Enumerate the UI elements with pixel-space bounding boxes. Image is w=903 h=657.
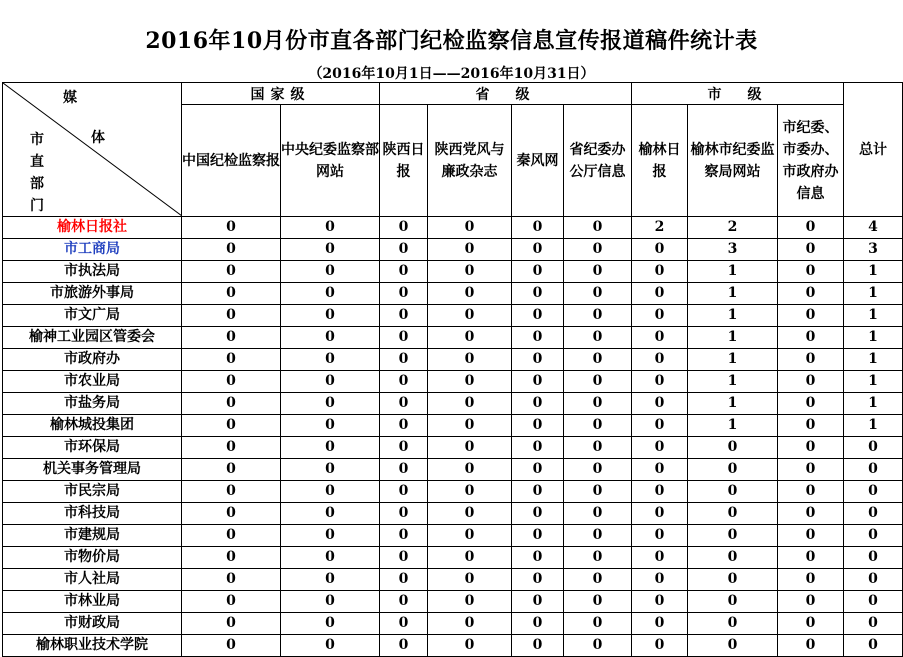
count-cell: 0 — [512, 503, 564, 525]
total-cell: 0 — [844, 481, 903, 503]
column-header: 陕西日报 — [380, 105, 428, 217]
count-cell: 0 — [564, 283, 632, 305]
department-name: 榆神工业园区管委会 — [3, 327, 182, 349]
table-row — [3, 305, 903, 327]
count-cell: 0 — [688, 547, 778, 569]
count-cell: 0 — [564, 371, 632, 393]
count-cell: 0 — [281, 459, 380, 481]
count-cell: 0 — [632, 503, 688, 525]
count-cell: 0 — [512, 525, 564, 547]
group-city: 市 级 — [632, 83, 844, 105]
department-name: 市物价局 — [3, 547, 182, 569]
table-row — [3, 613, 903, 635]
count-cell: 0 — [632, 305, 688, 327]
count-cell: 0 — [281, 591, 380, 613]
count-cell: 0 — [380, 569, 428, 591]
count-cell: 0 — [281, 613, 380, 635]
count-cell: 0 — [778, 415, 844, 437]
count-cell: 0 — [182, 393, 281, 415]
count-cell: 0 — [512, 349, 564, 371]
total-cell: 1 — [844, 327, 903, 349]
count-cell: 0 — [380, 327, 428, 349]
total-cell: 1 — [844, 349, 903, 371]
count-cell: 0 — [281, 569, 380, 591]
table-row — [3, 635, 903, 657]
count-cell: 0 — [632, 613, 688, 635]
count-cell: 0 — [512, 547, 564, 569]
count-cell: 0 — [428, 437, 512, 459]
count-cell: 0 — [380, 591, 428, 613]
corner-header-cell — [3, 83, 182, 217]
count-cell: 0 — [778, 635, 844, 657]
count-cell: 0 — [688, 525, 778, 547]
count-cell: 0 — [632, 437, 688, 459]
count-cell: 0 — [380, 547, 428, 569]
count-cell: 0 — [428, 327, 512, 349]
count-cell: 0 — [512, 371, 564, 393]
count-cell: 0 — [688, 437, 778, 459]
count-cell: 0 — [512, 327, 564, 349]
count-cell: 0 — [182, 327, 281, 349]
count-cell: 2 — [632, 217, 688, 239]
column-header: 秦风网 — [512, 105, 564, 217]
count-cell: 0 — [182, 349, 281, 371]
count-cell: 0 — [182, 437, 281, 459]
count-cell: 0 — [380, 305, 428, 327]
total-cell: 1 — [844, 261, 903, 283]
count-cell: 0 — [632, 547, 688, 569]
column-header: 省纪委办公厅信息 — [564, 105, 632, 217]
count-cell: 0 — [564, 525, 632, 547]
count-cell: 0 — [281, 327, 380, 349]
count-cell: 0 — [632, 459, 688, 481]
count-cell: 0 — [564, 547, 632, 569]
department-name: 市执法局 — [3, 261, 182, 283]
count-cell: 0 — [281, 525, 380, 547]
count-cell: 0 — [380, 635, 428, 657]
count-cell: 0 — [778, 459, 844, 481]
corner-body-label: 体 — [91, 130, 105, 146]
group-provincial: 省 级 — [380, 83, 632, 105]
count-cell: 1 — [688, 349, 778, 371]
count-cell: 0 — [182, 305, 281, 327]
table-row — [3, 393, 903, 415]
table-row — [3, 569, 903, 591]
count-cell: 0 — [182, 261, 281, 283]
count-cell: 0 — [281, 503, 380, 525]
count-cell: 0 — [632, 371, 688, 393]
document-title: 2016年10月份市直各部门纪检监察信息宣传报道稿件统计表 — [145, 28, 758, 54]
count-cell: 0 — [512, 591, 564, 613]
department-name: 市科技局 — [3, 503, 182, 525]
count-cell: 0 — [778, 371, 844, 393]
count-cell: 3 — [688, 239, 778, 261]
count-cell: 0 — [182, 547, 281, 569]
count-cell: 1 — [688, 327, 778, 349]
count-cell: 0 — [428, 481, 512, 503]
total-cell: 4 — [844, 217, 903, 239]
table-row — [3, 239, 903, 261]
table-row — [3, 547, 903, 569]
count-cell: 0 — [512, 481, 564, 503]
count-cell: 0 — [632, 569, 688, 591]
count-cell: 0 — [632, 349, 688, 371]
count-cell: 0 — [281, 635, 380, 657]
count-cell: 0 — [380, 437, 428, 459]
count-cell: 0 — [428, 459, 512, 481]
count-cell: 0 — [428, 349, 512, 371]
count-cell: 0 — [281, 349, 380, 371]
department-name: 市盐务局 — [3, 393, 182, 415]
column-total-header: 总计 — [844, 83, 903, 217]
count-cell: 0 — [428, 503, 512, 525]
count-cell: 0 — [688, 613, 778, 635]
department-name: 市林业局 — [3, 591, 182, 613]
count-cell: 0 — [564, 569, 632, 591]
count-cell: 0 — [632, 239, 688, 261]
count-cell: 0 — [778, 349, 844, 371]
count-cell: 0 — [778, 569, 844, 591]
department-name: 市民宗局 — [3, 481, 182, 503]
count-cell: 0 — [512, 613, 564, 635]
count-cell: 2 — [688, 217, 778, 239]
count-cell: 0 — [380, 239, 428, 261]
count-cell: 0 — [428, 415, 512, 437]
department-name: 市建规局 — [3, 525, 182, 547]
count-cell: 0 — [778, 547, 844, 569]
count-cell: 0 — [281, 261, 380, 283]
table-row — [3, 503, 903, 525]
count-cell: 0 — [564, 327, 632, 349]
count-cell: 0 — [428, 239, 512, 261]
count-cell: 0 — [512, 635, 564, 657]
count-cell: 0 — [380, 503, 428, 525]
total-cell: 1 — [844, 393, 903, 415]
count-cell: 0 — [688, 481, 778, 503]
count-cell: 0 — [281, 217, 380, 239]
table-row — [3, 415, 903, 437]
count-cell: 0 — [182, 283, 281, 305]
count-cell: 0 — [778, 327, 844, 349]
count-cell: 0 — [380, 415, 428, 437]
count-cell: 0 — [182, 635, 281, 657]
department-name: 榆林职业技术学院 — [3, 635, 182, 657]
count-cell: 0 — [182, 525, 281, 547]
count-cell: 0 — [428, 547, 512, 569]
count-cell: 0 — [428, 591, 512, 613]
count-cell: 0 — [688, 635, 778, 657]
table-row — [3, 283, 903, 305]
count-cell: 0 — [182, 569, 281, 591]
count-cell: 0 — [564, 393, 632, 415]
department-name: 市政府办 — [3, 349, 182, 371]
count-cell: 0 — [281, 547, 380, 569]
count-cell: 0 — [428, 393, 512, 415]
column-header: 中央纪委监察部网站 — [281, 105, 380, 217]
count-cell: 0 — [632, 635, 688, 657]
count-cell: 0 — [688, 503, 778, 525]
count-cell: 0 — [380, 261, 428, 283]
department-name: 市人社局 — [3, 569, 182, 591]
total-cell: 0 — [844, 437, 903, 459]
table-row — [3, 371, 903, 393]
count-cell: 0 — [281, 283, 380, 305]
count-cell: 0 — [564, 437, 632, 459]
count-cell: 0 — [688, 569, 778, 591]
count-cell: 0 — [182, 503, 281, 525]
count-cell: 0 — [428, 305, 512, 327]
total-cell: 0 — [844, 635, 903, 657]
count-cell: 0 — [182, 415, 281, 437]
count-cell: 0 — [778, 437, 844, 459]
total-cell: 0 — [844, 569, 903, 591]
count-cell: 0 — [182, 371, 281, 393]
statistics-table — [2, 82, 903, 657]
count-cell: 0 — [778, 239, 844, 261]
department-name: 榆林城投集团 — [3, 415, 182, 437]
count-cell: 0 — [380, 371, 428, 393]
count-cell: 0 — [778, 393, 844, 415]
total-cell: 1 — [844, 415, 903, 437]
count-cell: 0 — [564, 591, 632, 613]
count-cell: 0 — [564, 481, 632, 503]
count-cell: 0 — [778, 261, 844, 283]
table-row — [3, 349, 903, 371]
department-name: 市环保局 — [3, 437, 182, 459]
table-row — [3, 217, 903, 239]
table-row — [3, 437, 903, 459]
corner-department-label: 市 直 部 门 — [30, 132, 44, 214]
table-row — [3, 591, 903, 613]
count-cell: 0 — [182, 459, 281, 481]
count-cell: 1 — [688, 393, 778, 415]
table-row — [3, 261, 903, 283]
count-cell: 0 — [380, 283, 428, 305]
department-name: 市旅游外事局 — [3, 283, 182, 305]
column-header: 榆林日报 — [632, 105, 688, 217]
column-header: 中国纪检监察报 — [182, 105, 281, 217]
corner-media-label: 媒 — [63, 90, 77, 106]
count-cell: 0 — [512, 393, 564, 415]
count-cell: 1 — [688, 305, 778, 327]
count-cell: 0 — [428, 283, 512, 305]
total-cell: 1 — [844, 305, 903, 327]
count-cell: 0 — [281, 437, 380, 459]
count-cell: 0 — [281, 415, 380, 437]
count-cell: 1 — [688, 261, 778, 283]
total-cell: 0 — [844, 459, 903, 481]
count-cell: 0 — [778, 503, 844, 525]
group-national: 国家级 — [182, 83, 380, 105]
table-row — [3, 525, 903, 547]
total-cell: 0 — [844, 547, 903, 569]
count-cell: 0 — [564, 459, 632, 481]
count-cell: 0 — [428, 371, 512, 393]
count-cell: 0 — [778, 481, 844, 503]
total-cell: 3 — [844, 239, 903, 261]
count-cell: 0 — [380, 481, 428, 503]
count-cell: 0 — [512, 261, 564, 283]
count-cell: 0 — [632, 591, 688, 613]
count-cell: 0 — [512, 569, 564, 591]
column-header: 市纪委、市委办、市政府办信息 — [778, 105, 844, 217]
table-row — [3, 327, 903, 349]
total-cell: 0 — [844, 591, 903, 613]
department-name: 机关事务管理局 — [3, 459, 182, 481]
department-name: 市农业局 — [3, 371, 182, 393]
total-cell: 0 — [844, 613, 903, 635]
count-cell: 0 — [380, 613, 428, 635]
count-cell: 0 — [428, 217, 512, 239]
count-cell: 0 — [564, 261, 632, 283]
department-name: 市工商局 — [3, 239, 182, 261]
count-cell: 0 — [428, 525, 512, 547]
count-cell: 1 — [688, 415, 778, 437]
count-cell: 0 — [512, 283, 564, 305]
count-cell: 0 — [281, 481, 380, 503]
count-cell: 0 — [564, 635, 632, 657]
count-cell: 0 — [564, 349, 632, 371]
table-row — [3, 459, 903, 481]
total-cell: 0 — [844, 503, 903, 525]
count-cell: 0 — [632, 393, 688, 415]
count-cell: 0 — [380, 525, 428, 547]
count-cell: 0 — [182, 481, 281, 503]
count-cell: 0 — [512, 217, 564, 239]
count-cell: 0 — [380, 349, 428, 371]
count-cell: 0 — [778, 591, 844, 613]
count-cell: 0 — [564, 415, 632, 437]
count-cell: 0 — [428, 635, 512, 657]
count-cell: 1 — [688, 283, 778, 305]
count-cell: 0 — [512, 305, 564, 327]
table-body — [3, 217, 903, 657]
date-range: （2016年10月1日——2016年10月31日） — [308, 66, 595, 82]
count-cell: 0 — [281, 371, 380, 393]
count-cell: 0 — [182, 613, 281, 635]
count-cell: 0 — [428, 261, 512, 283]
count-cell: 0 — [778, 217, 844, 239]
department-name: 市财政局 — [3, 613, 182, 635]
count-cell: 0 — [380, 393, 428, 415]
total-cell: 0 — [844, 525, 903, 547]
count-cell: 0 — [564, 239, 632, 261]
count-cell: 0 — [182, 591, 281, 613]
count-cell: 1 — [688, 371, 778, 393]
count-cell: 0 — [564, 613, 632, 635]
count-cell: 0 — [281, 305, 380, 327]
count-cell: 0 — [778, 283, 844, 305]
column-header: 榆林市纪委监察局网站 — [688, 105, 778, 217]
count-cell: 0 — [632, 327, 688, 349]
count-cell: 0 — [564, 217, 632, 239]
count-cell: 0 — [512, 437, 564, 459]
table-row — [3, 481, 903, 503]
count-cell: 0 — [182, 239, 281, 261]
count-cell: 0 — [688, 591, 778, 613]
count-cell: 0 — [428, 613, 512, 635]
count-cell: 0 — [512, 239, 564, 261]
count-cell: 0 — [564, 305, 632, 327]
column-header: 陕西党风与廉政杂志 — [428, 105, 512, 217]
count-cell: 0 — [632, 525, 688, 547]
count-cell: 0 — [778, 305, 844, 327]
count-cell: 0 — [564, 503, 632, 525]
count-cell: 0 — [182, 217, 281, 239]
count-cell: 0 — [512, 459, 564, 481]
count-cell: 0 — [380, 459, 428, 481]
count-cell: 0 — [281, 393, 380, 415]
count-cell: 0 — [632, 415, 688, 437]
department-name: 榆林日报社 — [3, 217, 182, 239]
count-cell: 0 — [632, 481, 688, 503]
count-cell: 0 — [281, 239, 380, 261]
count-cell: 0 — [778, 613, 844, 635]
count-cell: 0 — [632, 283, 688, 305]
count-cell: 0 — [688, 459, 778, 481]
count-cell: 0 — [632, 261, 688, 283]
total-cell: 1 — [844, 371, 903, 393]
count-cell: 0 — [512, 415, 564, 437]
count-cell: 0 — [380, 217, 428, 239]
count-cell: 0 — [428, 569, 512, 591]
department-name: 市文广局 — [3, 305, 182, 327]
total-cell: 1 — [844, 283, 903, 305]
count-cell: 0 — [778, 525, 844, 547]
